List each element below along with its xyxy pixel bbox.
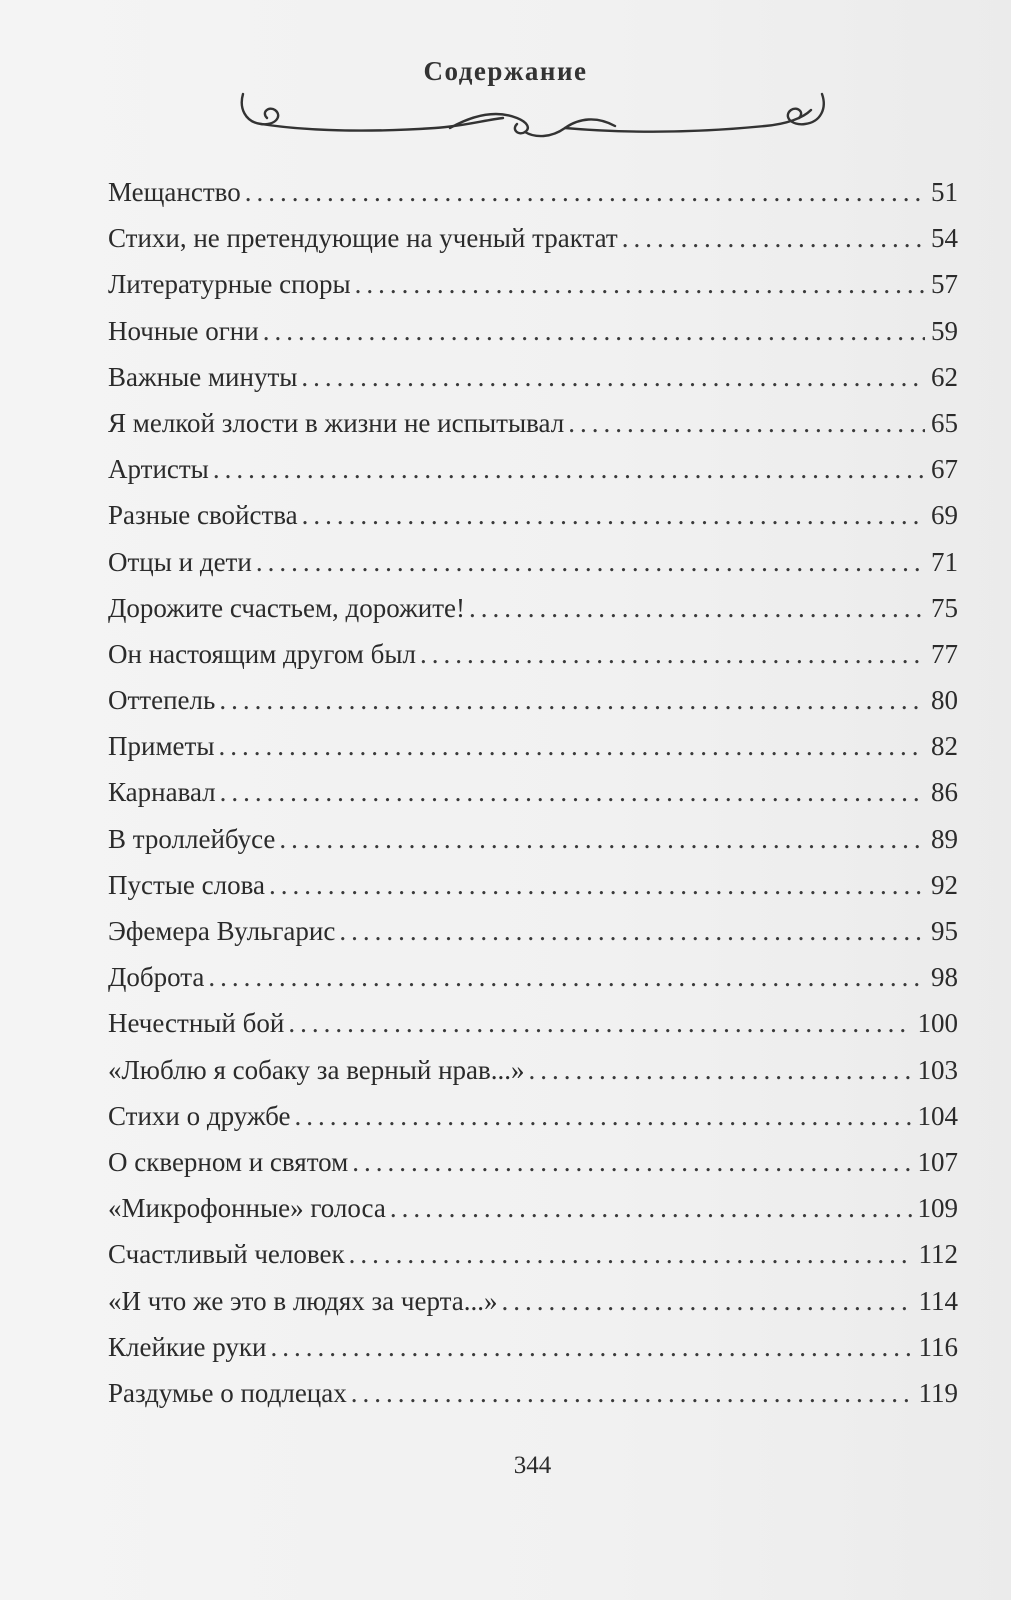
toc-entry-page: 77 [931, 638, 958, 669]
toc-entry-page: 103 [917, 1054, 958, 1085]
toc-entry [108, 269, 958, 315]
toc-entry-title: Стихи о дружбе [108, 1100, 291, 1131]
toc-leader-dots [219, 685, 925, 716]
toc-leader-dots [390, 1193, 912, 1224]
toc-leader-dots [352, 1147, 911, 1178]
toc-entry [108, 547, 958, 593]
toc-entry-title: Разные свойства [108, 500, 298, 531]
toc-entry-page: 75 [931, 592, 958, 623]
toc-entry [108, 1332, 958, 1378]
toc-leader-dots [213, 454, 925, 485]
toc-leader-dots [218, 731, 925, 762]
toc-entry-title: Счастливый человек [108, 1239, 345, 1270]
toc-leader-dots [245, 177, 925, 208]
toc-entry-title: Ночные огни [108, 315, 259, 346]
toc-entry-title: Пустые слова [108, 869, 265, 900]
toc-leader-dots [263, 316, 925, 347]
toc-entry-page: 57 [931, 269, 958, 300]
toc-entry-page: 92 [931, 869, 958, 900]
toc-entry-page: 54 [931, 223, 958, 254]
page-title: Содержание [423, 56, 588, 86]
toc-leader-dots [269, 870, 925, 901]
toc-entry-title: «И что же это в людях за черта...» [108, 1285, 498, 1316]
toc-leader-dots [301, 362, 925, 393]
toc-entry-page: 107 [917, 1146, 958, 1177]
toc-entry [108, 1055, 958, 1101]
toc-entry-title: Доброта [108, 962, 205, 993]
toc-entry [108, 1193, 958, 1239]
toc-leader-dots [355, 269, 925, 300]
toc-entry [108, 639, 958, 685]
toc-entry [108, 177, 958, 223]
toc-entry-title: Артисты [108, 454, 209, 485]
toc-entry-page: 86 [931, 777, 958, 808]
page-number: 344 [513, 1452, 552, 1479]
toc-entry-page: 80 [931, 685, 958, 716]
toc-entry-title: «Люблю я собаку за верный нрав...» [108, 1054, 525, 1085]
toc-entry-page: 62 [931, 361, 958, 392]
toc-entry-page: 112 [918, 1239, 958, 1270]
toc-leader-dots [295, 1101, 912, 1132]
flourish-ornament-icon [235, 88, 830, 148]
toc-leader-dots [279, 824, 925, 855]
toc-entry [108, 1239, 958, 1285]
toc-leader-dots [208, 962, 925, 993]
toc-entry-title: Карнавал [108, 777, 216, 808]
toc-entry-title: «Микрофонные» голоса [108, 1193, 386, 1224]
toc-entry [108, 916, 958, 962]
toc-leader-dots [220, 777, 925, 808]
toc-entry-title: Эфемера Вульгарис [108, 916, 336, 946]
toc-entry-page: 51 [931, 177, 958, 207]
toc-entry [108, 1008, 958, 1054]
toc-entry-title: Оттепель [108, 685, 216, 716]
toc-leader-dots [256, 547, 925, 578]
toc-entry-page: 119 [918, 1377, 958, 1408]
toc-entry-title: Нечестный бой [108, 1008, 285, 1039]
toc-entry-page: 98 [931, 962, 958, 993]
toc-entry-page: 100 [917, 1008, 958, 1039]
toc-entry-title: Литературные споры [108, 269, 351, 300]
toc-entry [108, 362, 958, 408]
toc-entry [108, 408, 958, 454]
toc-entry-page: 104 [917, 1100, 958, 1131]
toc-entry-page: 116 [918, 1331, 958, 1362]
toc-leader-dots [349, 1239, 913, 1270]
toc-entry [108, 1147, 958, 1193]
toc-entry-page: 59 [931, 315, 958, 346]
toc-entry [108, 593, 958, 639]
toc-entry-page: 114 [918, 1285, 958, 1316]
toc-leader-dots [302, 500, 925, 531]
toc-leader-dots [351, 1378, 913, 1409]
toc-entry [108, 870, 958, 916]
toc-entry-title: Он настоящим другом был [108, 638, 416, 669]
toc-entry-title: О скверном и святом [108, 1146, 349, 1177]
toc-entry-page: 67 [931, 454, 958, 485]
toc-entry-title: Приметы [108, 731, 215, 762]
toc-leader-dots [501, 1286, 912, 1317]
toc-leader-dots [270, 1332, 912, 1363]
toc-entry-title: Стихи, не претендующие на ученый трактат [108, 223, 618, 254]
toc-entry-title: В троллейбусе [108, 823, 276, 854]
toc-entry-page: 109 [917, 1193, 958, 1224]
toc-leader-dots [288, 1008, 911, 1039]
toc-entry [108, 1378, 958, 1424]
toc-entry [108, 962, 958, 1008]
toc-entry-page: 69 [931, 500, 958, 531]
toc-leader-dots [622, 223, 925, 254]
toc-entry-page: 65 [931, 407, 958, 438]
toc-entry [108, 824, 958, 870]
toc-entry [108, 777, 958, 823]
table-of-contents [108, 177, 958, 1424]
toc-entry-page: 89 [931, 823, 958, 854]
toc-entry-title: Дорожите счастьем, дорожите! [108, 592, 465, 623]
toc-entry [108, 731, 958, 777]
toc-entry-page: 95 [931, 916, 958, 946]
toc-entry-title: Клейкие руки [108, 1331, 267, 1362]
toc-entry-title: Я мелкой злости в жизни не испытывал [108, 407, 565, 438]
toc-leader-dots [420, 639, 925, 670]
toc-entry [108, 500, 958, 546]
toc-entry [108, 316, 958, 362]
toc-entry [108, 454, 958, 500]
toc-leader-dots [568, 408, 925, 439]
toc-entry [108, 1286, 958, 1332]
toc-entry-page: 71 [931, 546, 958, 577]
toc-entry [108, 685, 958, 731]
toc-entry [108, 1101, 958, 1147]
toc-entry-page: 82 [931, 731, 958, 762]
toc-entry-title: Важные минуты [108, 361, 298, 392]
toc-leader-dots [469, 593, 925, 624]
toc-leader-dots [339, 916, 925, 947]
toc-entry-title: Мещанство [108, 177, 241, 207]
toc-entry [108, 223, 958, 269]
toc-leader-dots [529, 1055, 912, 1086]
toc-entry-title: Отцы и дети [108, 546, 252, 577]
toc-entry-title: Раздумье о подлецах [108, 1377, 347, 1408]
